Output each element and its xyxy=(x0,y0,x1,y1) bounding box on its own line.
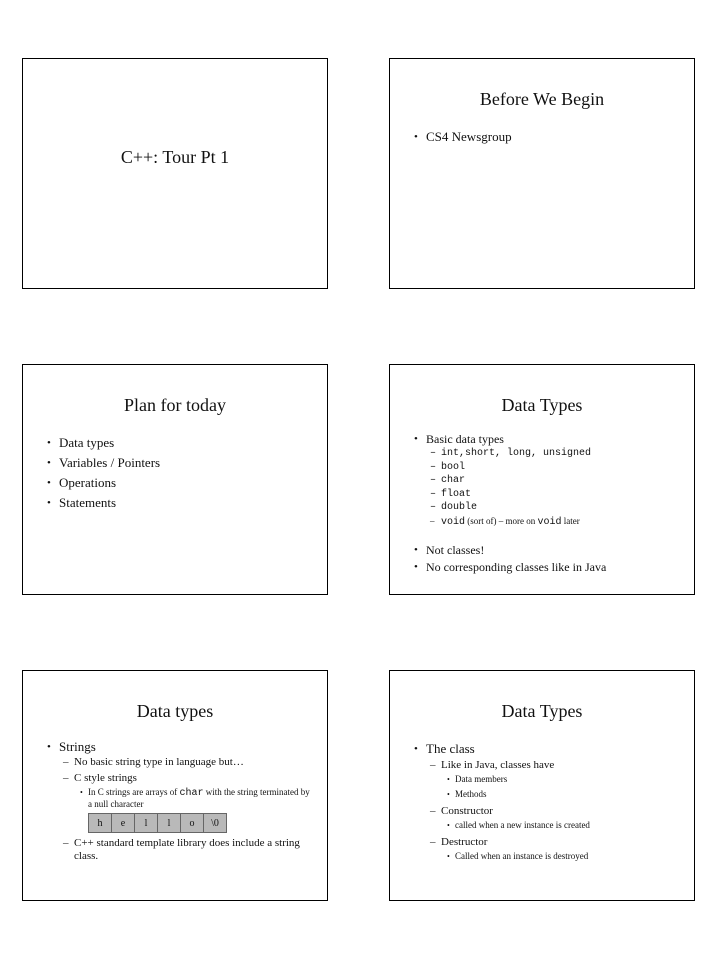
type-item: – int,short, long, unsigned xyxy=(441,447,694,461)
bullet-item: • Basic data types xyxy=(426,432,694,447)
detail-text: with the string terminated by a null character xyxy=(88,787,310,809)
slide-body xyxy=(426,741,694,862)
slide-body xyxy=(59,435,327,515)
detail-text: In C strings are arrays of xyxy=(88,787,180,797)
char-cell: l xyxy=(134,813,158,833)
subsub-item: • Called when an instance is destroyed xyxy=(455,851,694,862)
slide-title: Data Types xyxy=(501,395,583,415)
sub-item: – No basic string type in language but… xyxy=(74,756,313,769)
char-cell: \0 xyxy=(203,813,227,833)
sub-list xyxy=(441,759,694,862)
char-code: char xyxy=(179,788,204,799)
slide-2 xyxy=(389,58,695,289)
slide-3 xyxy=(22,364,328,595)
bullet-item: • No corresponding classes like in Java xyxy=(426,560,694,575)
subsub-list xyxy=(455,820,694,831)
type-list xyxy=(441,447,694,529)
bullet-item: • CS4 Newsgroup xyxy=(426,129,694,145)
void-code: void xyxy=(441,516,466,528)
slide-title: Before We Begin xyxy=(479,89,605,109)
sub-item: – Constructor xyxy=(441,805,694,818)
slide-title: C++: Tour Pt 1 xyxy=(120,147,230,167)
char-cell: o xyxy=(180,813,204,833)
slide-title: Data types xyxy=(136,701,214,721)
string-array-diagram xyxy=(88,813,313,833)
sub-item: – C++ standard template library does include a string class. xyxy=(74,837,313,863)
slide-5 xyxy=(22,670,328,901)
type-item: – float xyxy=(441,488,694,502)
subsub-item: • Methods xyxy=(455,789,694,800)
subsub-item: • called when a new instance is created xyxy=(455,820,694,831)
subsub-item xyxy=(88,787,313,810)
char-cell: h xyxy=(88,813,112,833)
slide-title: Plan for today xyxy=(124,395,226,415)
sub-item: – Like in Java, classes have xyxy=(441,759,694,772)
slide-body xyxy=(426,432,694,579)
bullet-item: • Statements xyxy=(59,495,327,511)
bullet-item: • Data types xyxy=(59,435,327,451)
subsub-list xyxy=(88,787,313,833)
subsub-list xyxy=(455,774,694,800)
type-item: – bool xyxy=(441,461,694,475)
slide-body xyxy=(59,739,313,863)
sub-item: – Destructor xyxy=(441,836,694,849)
slide-6 xyxy=(389,670,695,901)
sub-item: – C style strings xyxy=(74,772,313,785)
slide-body xyxy=(426,129,694,149)
void-text: (sort of) – more on xyxy=(465,515,538,526)
char-cell: l xyxy=(157,813,181,833)
type-item: – char xyxy=(441,474,694,488)
void-text: later xyxy=(561,515,580,526)
char-cell: e xyxy=(111,813,135,833)
subsub-list xyxy=(455,851,694,862)
bullet-item: • Variables / Pointers xyxy=(59,455,327,471)
bullet-item: • Strings xyxy=(59,739,313,755)
bullet-item: • The class xyxy=(426,741,694,757)
type-item-void xyxy=(441,515,694,530)
subsub-item: • Data members xyxy=(455,774,694,785)
slide-4 xyxy=(389,364,695,595)
type-item: – double xyxy=(441,501,694,515)
bullet-item: • Operations xyxy=(59,475,327,491)
sub-list xyxy=(74,756,313,863)
slide-1 xyxy=(22,58,328,289)
void-code: void xyxy=(537,516,562,528)
bullet-item: • Not classes! xyxy=(426,543,694,558)
slide-title: Data Types xyxy=(501,701,583,721)
